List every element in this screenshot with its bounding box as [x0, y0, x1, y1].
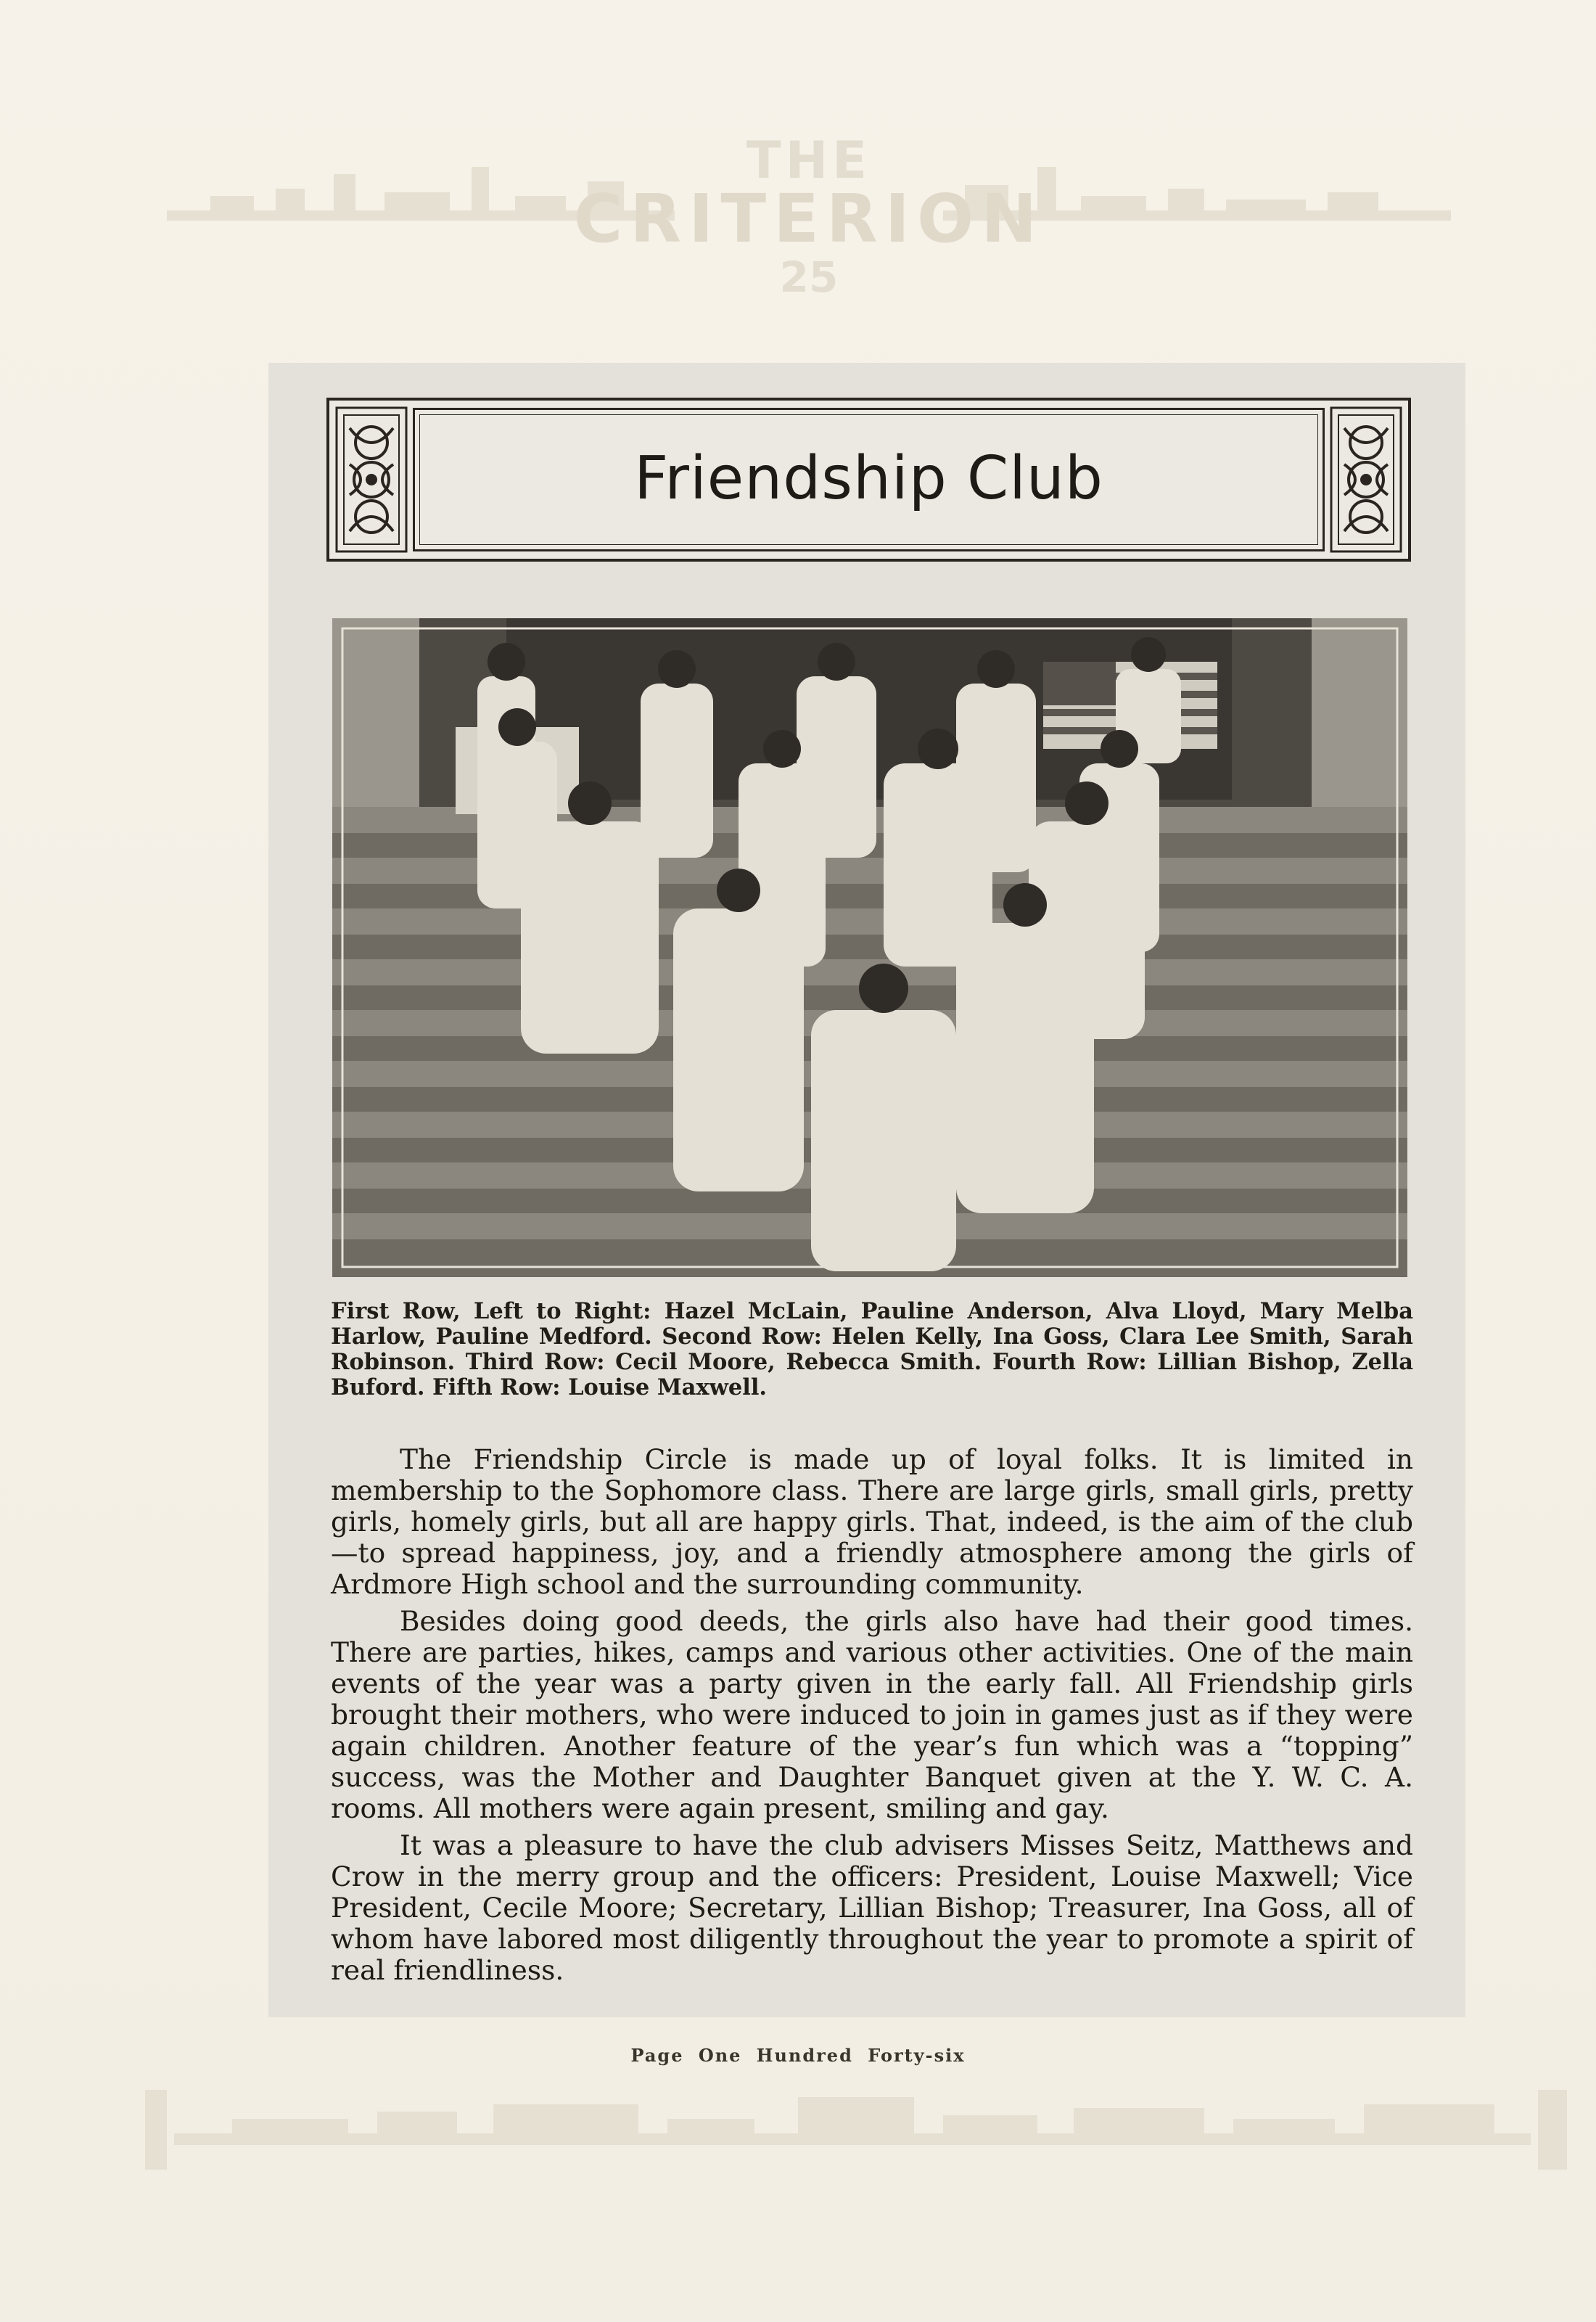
- paragraph: It was a pleasure to have the club advisers Misses Seitz, Matthews and Crow in the merry group and the officers: President, Louise Maxwell; Vice President, Cecile Moore; Secretary, Lillian Bishop; Treasurer, Ina Goss, all of whom have labored most diligently throughout the year to promote a spirit of real friendliness.: [331, 1829, 1413, 1986]
- content-panel: [268, 363, 1465, 2017]
- article-body: [331, 1444, 1413, 1992]
- masthead-the: THE: [746, 131, 872, 190]
- masthead: [167, 123, 1451, 312]
- page-title: Friendship Club: [634, 444, 1103, 513]
- title-banner: [326, 398, 1411, 562]
- group-photo: [332, 618, 1407, 1277]
- paragraph: The Friendship Circle is made up of loyal folks. It is limited in membership to the Sophomore class. There are large girls, small girls, pretty girls, homely girls, but all are happy girls. That, indeed, is the aim of the club—to spread happiness, joy, and a friendly atmosphere among the girls of Ardmore High school and the surrounding community.: [331, 1443, 1413, 1600]
- footer-skyline-decoration: [145, 2075, 1574, 2177]
- photo-caption: First Row, Left to Right: Hazel McLain, Pauline Anderson, Alva Lloyd, Mary Melba Harlow, Pauline Medford. Second Row: Helen Kelly, Ina Goss, Clara Lee Smith, Sarah Robinson. Third Row: Cecil Moore, Rebecca Smith. Fourth Row: Lillian Bishop, Zella Buford. Fifth Row: Louise Maxwell.: [331, 1298, 1413, 1400]
- page-number: Page One Hundred Forty-six: [630, 2045, 966, 2066]
- masthead-year: 25: [779, 253, 839, 302]
- group-photo-icon: [332, 618, 1407, 1277]
- masthead-title: CRITERION: [573, 180, 1045, 258]
- paragraph: Besides doing good deeds, the girls also have had their good times. There are parties, hikes, camps and various other activities. One of the main events of the year was a party given in the early fall. All Friendship girls brought their mothers, who were induced to join in games just as if they were again children. Another feature of the year’s fun which was a “topping” success, was the Mother and Daughter Banquet given at the Y. W. C. A. rooms. All mothers were again present, smiling and gay.: [331, 1605, 1413, 1824]
